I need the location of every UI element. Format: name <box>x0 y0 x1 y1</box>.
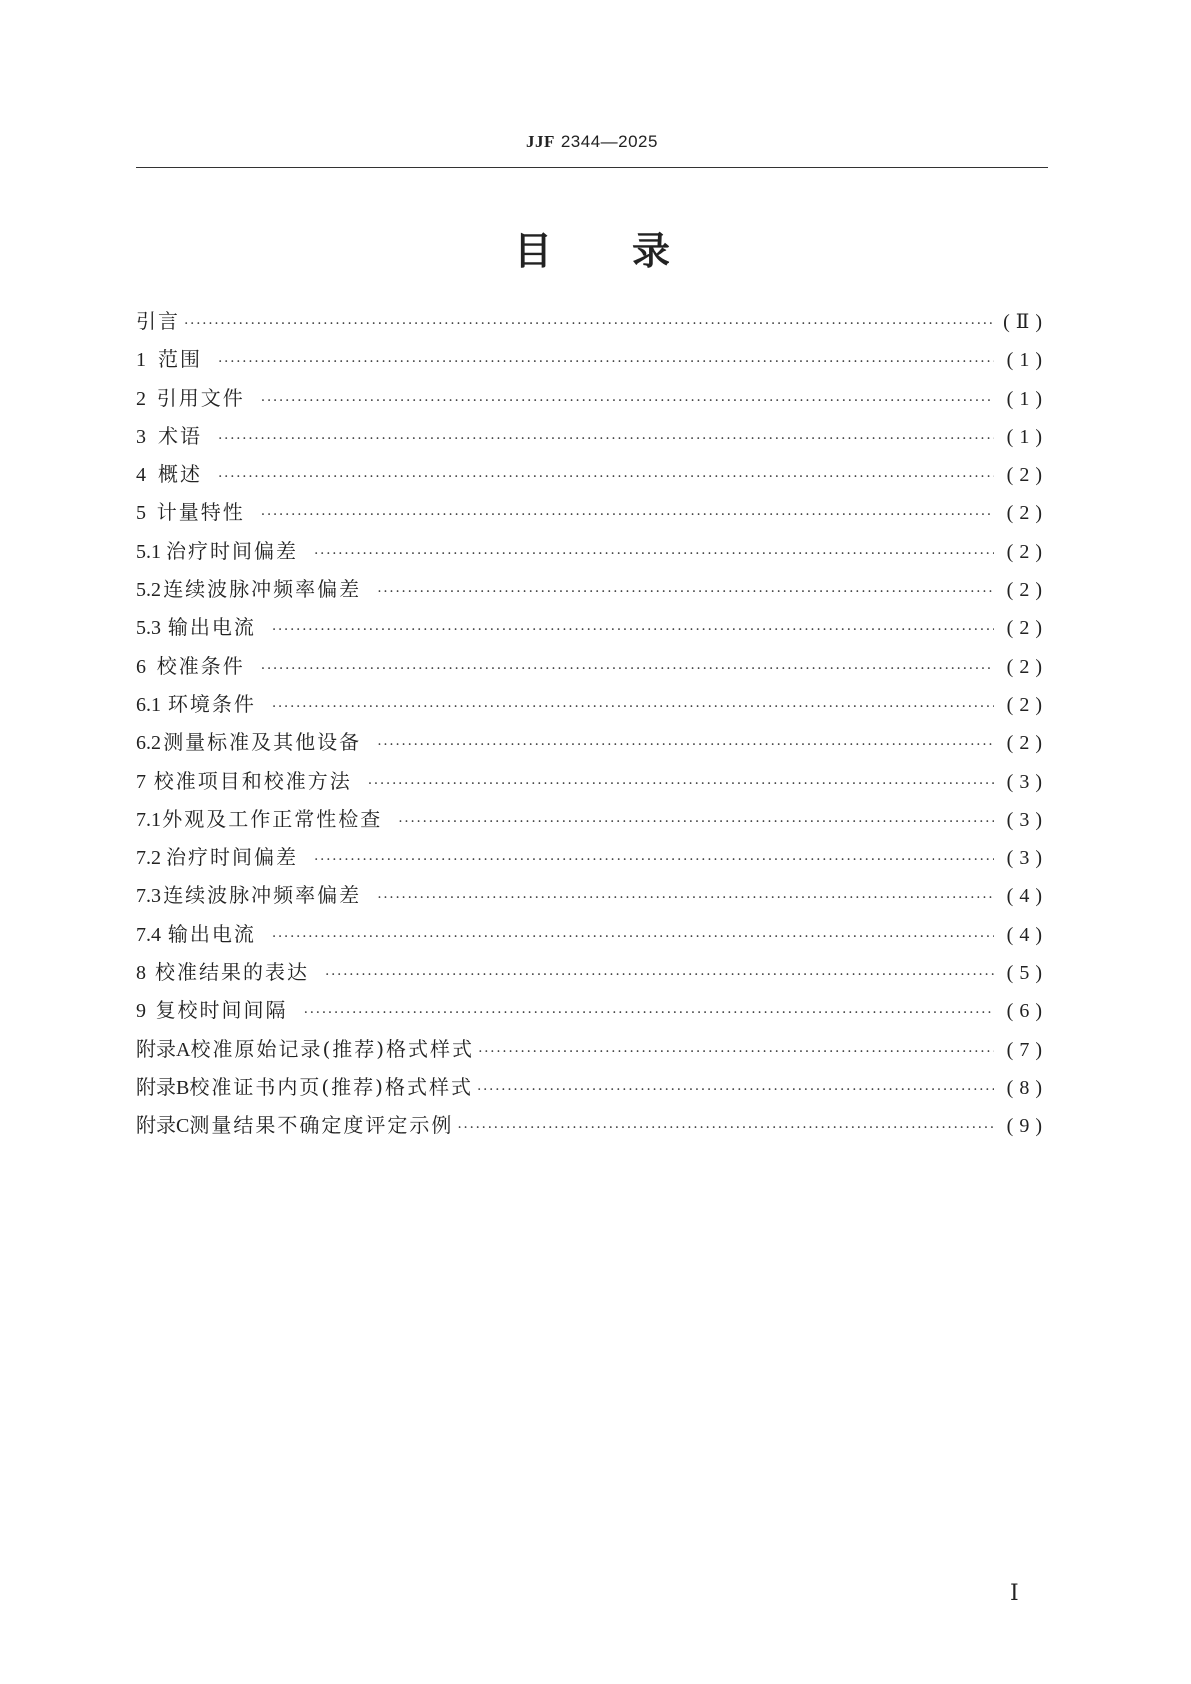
toc-leader-dots <box>218 458 994 496</box>
toc-entry-number: 6 <box>136 655 146 678</box>
toc-entry-label: 复校时间间隔 <box>155 998 288 1023</box>
toc-leader-dots <box>184 305 994 343</box>
toc-entry-page: (2) <box>1006 693 1048 716</box>
toc-entry-number: 附录B <box>136 1076 190 1099</box>
toc-entry-label: 计量特性 <box>156 500 245 525</box>
toc-entry-label: 范围 <box>157 347 202 372</box>
toc-entry-page: (2) <box>1006 732 1048 755</box>
toc-entry-label: 输出电流 <box>167 615 256 640</box>
toc-entry-6[interactable] <box>136 647 1048 685</box>
toc-entry-label: 引言 <box>136 309 180 333</box>
toc-entry-number: 6.1 <box>136 693 161 716</box>
toc-leader-dots <box>314 841 994 879</box>
toc-entry-label: 校准结果的表达 <box>154 960 309 985</box>
toc-entry-number: 7.2 <box>136 847 161 870</box>
toc-entry-6-2[interactable] <box>136 723 1048 761</box>
toc-entry-number: 3 <box>136 425 146 448</box>
toc-entry-label: 外观及工作正常性检查 <box>162 806 383 831</box>
toc-entry-page: (7) <box>1006 1038 1048 1061</box>
toc-entry-number: 9 <box>136 1000 146 1023</box>
toc-entry-label: 校准证书内页(推荐)格式样式 <box>189 1074 473 1099</box>
toc-entry-appendix-b[interactable] <box>136 1068 1048 1106</box>
toc-entry-page: (6) <box>1006 1000 1048 1023</box>
toc-entry-page: (1) <box>1006 349 1048 372</box>
toc-entry-number: 6.2 <box>136 732 161 755</box>
toc-entry-number: 5.2 <box>136 579 161 602</box>
toc-entry-9[interactable] <box>136 991 1048 1029</box>
toc-entry-number: 4 <box>136 464 146 487</box>
toc-entry-page: (8) <box>1006 1076 1048 1099</box>
toc-entry-2[interactable] <box>136 379 1048 417</box>
toc-leader-dots <box>218 420 994 458</box>
toc-entry-label: 测量标准及其他设备 <box>163 730 362 755</box>
toc-entry-number: 2 <box>136 387 146 410</box>
toc-entry-appendix-c[interactable] <box>136 1106 1048 1144</box>
toc-entry-number: 附录A <box>136 1038 191 1061</box>
toc-entry-label: 校准条件 <box>156 653 245 678</box>
toc-entry-1[interactable] <box>136 340 1048 378</box>
toc-leader-dots <box>325 956 994 994</box>
toc-entry-5-2[interactable] <box>136 570 1048 608</box>
toc-leader-dots <box>377 573 994 611</box>
toc-entry-page: (2) <box>1006 464 1048 487</box>
toc-entry-label: 术语 <box>157 423 202 448</box>
standard-number: 2344—2025 <box>560 132 658 151</box>
toc-entry-page: (2) <box>1006 540 1048 563</box>
toc-entry-label: 引用文件 <box>156 385 245 410</box>
toc-leader-dots <box>314 535 994 573</box>
toc-entry-label: 校准项目和校准方法 <box>153 768 352 793</box>
toc-entry-label: 输出电流 <box>167 921 256 946</box>
toc-entry-number: 5.3 <box>136 617 161 640</box>
toc-entry-number: 8 <box>136 962 146 985</box>
toc-entry-page: (2) <box>1006 617 1048 640</box>
toc-entry-page: (9) <box>1006 1115 1048 1138</box>
toc-entry-number: 7 <box>136 770 146 793</box>
toc-entry-7-2[interactable] <box>136 838 1048 876</box>
toc-entry-label: 校准原始记录(推荐)格式样式 <box>190 1036 475 1061</box>
toc-entry-number: 5.1 <box>136 540 161 563</box>
toc-entry-page: (3) <box>1006 847 1048 870</box>
toc-leader-dots <box>218 343 994 381</box>
toc-entry-page: (5) <box>1006 962 1048 985</box>
toc-entry-7-4[interactable] <box>136 915 1048 953</box>
toc-entry-foreword[interactable] <box>136 302 1048 340</box>
toc-entry-label: 治疗时间偏差 <box>165 538 298 563</box>
toc-leader-dots <box>261 496 994 534</box>
toc-entry-label: 环境条件 <box>167 691 256 716</box>
toc-entry-4[interactable] <box>136 455 1048 493</box>
toc-leader-dots <box>457 1109 994 1147</box>
toc-entry-number: 7.3 <box>136 885 161 908</box>
toc-leader-dots <box>261 650 994 688</box>
toc-entry-label: 治疗时间偏差 <box>165 845 298 870</box>
toc-entry-page: (2) <box>1006 655 1048 678</box>
page-title: 目录 <box>513 229 750 273</box>
toc-entry-label: 概述 <box>157 462 202 487</box>
toc-entry-7[interactable] <box>136 762 1048 800</box>
toc-entry-number: 1 <box>136 349 146 372</box>
toc-entry-appendix-a[interactable] <box>136 1030 1048 1068</box>
page-number: Ⅰ <box>1010 1580 1019 1605</box>
toc-entry-page: (4) <box>1006 923 1048 946</box>
toc-entry-7-3[interactable] <box>136 876 1048 914</box>
toc-entry-page: (3) <box>1006 808 1048 831</box>
toc-entry-3[interactable] <box>136 417 1048 455</box>
toc-entry-7-1[interactable] <box>136 800 1048 838</box>
toc-entry-label: 测量结果不确定度评定示例 <box>189 1113 454 1138</box>
toc-entry-page: (1) <box>1006 425 1048 448</box>
toc-entry-number: 5 <box>136 502 146 525</box>
toc-entry-page: (2) <box>1006 579 1048 602</box>
toc-entry-label: 连续波脉冲频率偏差 <box>163 577 362 602</box>
toc-entry-label: 连续波脉冲频率偏差 <box>163 883 362 908</box>
toc-entry-number: 附录C <box>136 1115 190 1138</box>
toc-entry-page: (3) <box>1006 770 1048 793</box>
toc-entry-5-3[interactable] <box>136 608 1048 646</box>
toc-leader-dots <box>478 1033 994 1071</box>
toc-leader-dots <box>261 382 994 420</box>
toc-leader-dots <box>304 994 994 1032</box>
toc-entry-5-1[interactable] <box>136 532 1048 570</box>
toc-entry-page: (Ⅱ) <box>1003 311 1048 333</box>
toc-leader-dots <box>377 726 994 764</box>
toc-leader-dots <box>477 1071 994 1109</box>
toc-leader-dots <box>398 803 994 841</box>
toc-entry-page: (1) <box>1006 387 1048 410</box>
toc-leader-dots <box>377 879 994 917</box>
standard-prefix: JJF <box>526 132 555 151</box>
header-rule <box>136 167 1048 168</box>
toc-entry-number: 7.1 <box>136 808 161 831</box>
toc-entry-page: (4) <box>1006 885 1048 908</box>
toc-leader-dots <box>368 765 994 803</box>
table-of-contents <box>136 302 1048 1145</box>
toc-entry-number: 7.4 <box>136 923 161 946</box>
toc-leader-dots <box>272 918 994 956</box>
toc-entry-page: (2) <box>1006 502 1048 525</box>
toc-entry-6-1[interactable] <box>136 685 1048 723</box>
page-header <box>136 132 1048 152</box>
toc-leader-dots <box>272 688 994 726</box>
toc-leader-dots <box>272 611 994 649</box>
toc-entry-5[interactable] <box>136 493 1048 531</box>
toc-entry-8[interactable] <box>136 953 1048 991</box>
